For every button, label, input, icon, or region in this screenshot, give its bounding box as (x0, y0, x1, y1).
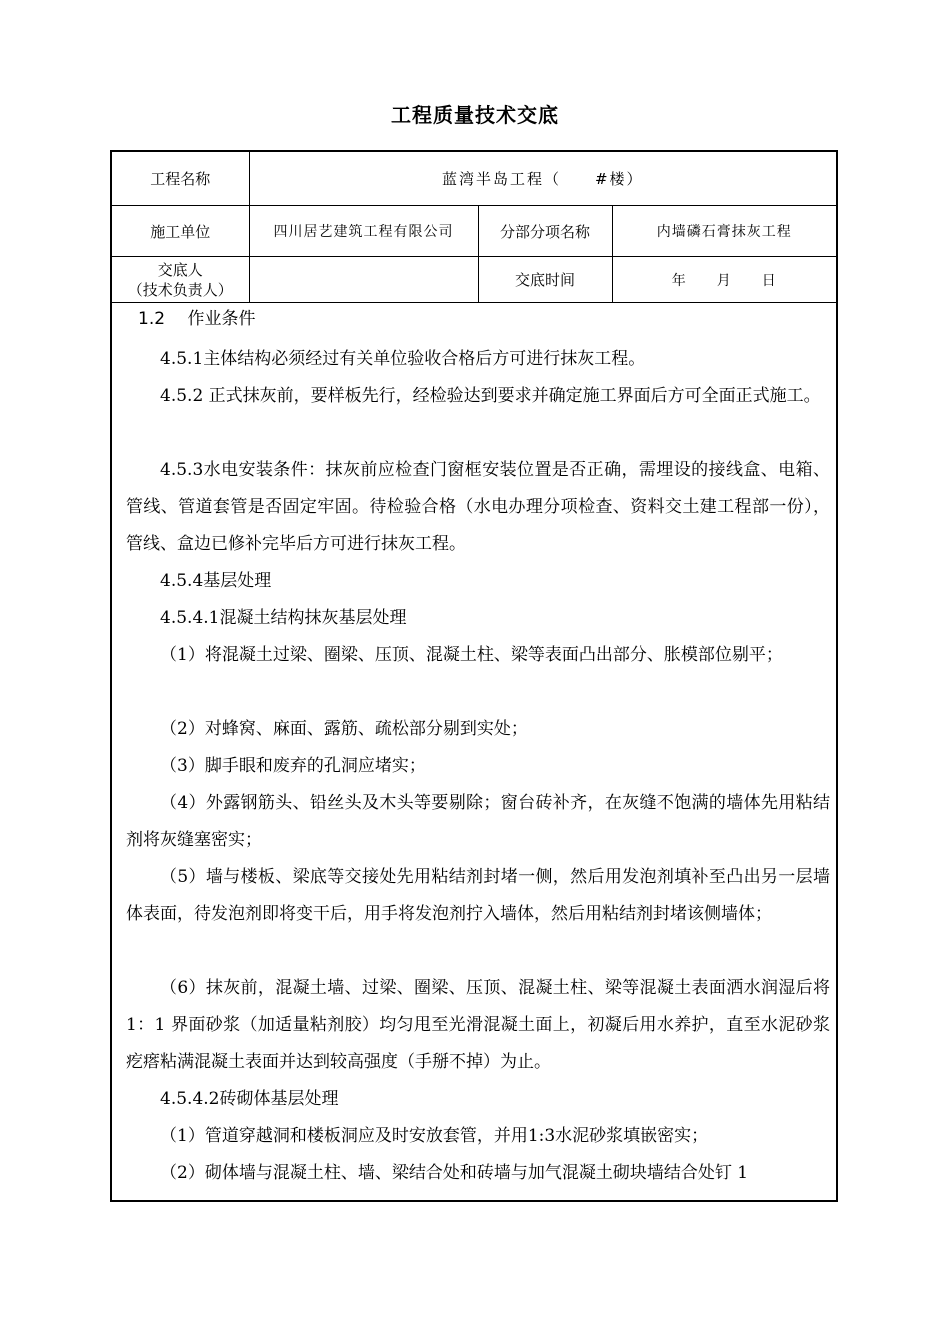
briefing-person-label-line1: 交底人 (157, 260, 203, 279)
subitem-name-value: 内墙磷石膏抹灰工程 (612, 206, 836, 257)
briefing-person-label (112, 257, 249, 303)
paragraph: （1）管道穿越洞和楼板洞应及时安放套管，并用1:3水泥砂浆填嵌密实； (160, 1126, 709, 1146)
paragraph: （5）墙与楼板、梁底等交接处先用粘结剂封堵一侧，然后用发泡剂填补至凸出另一层墙体表面，待发泡剂即将变干后，用手将发泡剂拧入墙体，然后用粘结剂封堵该侧墙体； (126, 867, 830, 924)
paragraph: （3）脚手眼和废弃的孔洞应堵实； (160, 756, 426, 776)
paragraph: 4.5.1主体结构必须经过有关单位验收合格后方可进行抹灰工程。 (160, 349, 646, 369)
section-title: 1.2 作业条件 (138, 309, 256, 329)
document-title: 工程质量技术交底 (391, 103, 559, 127)
project-name-label: 工程名称 (112, 152, 249, 206)
paragraph: 4.5.4.1混凝土结构抹灰基层处理 (160, 608, 407, 628)
paragraph: 4.5.4基层处理 (160, 571, 272, 591)
briefing-person-label-line2: （技术负责人） (127, 280, 233, 299)
project-name-value: 蓝湾半岛工程（ #楼） (249, 152, 836, 206)
briefing-time-label: 交底时间 (478, 257, 612, 303)
header-row-person (112, 257, 836, 303)
header-row-project (112, 152, 836, 206)
construction-unit-label: 施工单位 (112, 206, 249, 257)
paragraph: 4.5.4.2砖砌体基层处理 (160, 1089, 339, 1109)
paragraph: （4）外露钢筋头、铅丝头及木头等要剔除；窗台砖补齐，在灰缝不饱满的墙体先用粘结剂将灰缝塞密实； (126, 793, 830, 850)
construction-unit-value: 四川居艺建筑工程有限公司 (249, 206, 478, 257)
briefing-person-value (249, 257, 478, 303)
paragraph: （2）砌体墙与混凝土柱、墙、梁结合处和砖墙与加气混凝土砌块墙结合处钉 1 (160, 1163, 749, 1183)
briefing-time-value: 年 月 日 (612, 257, 836, 303)
paragraph: （6）抹灰前，混凝土墙、过梁、圈梁、压顶、混凝土柱、梁等混凝土表面洒水润湿后将 1：1 界面砂浆（加适量粘剂胶）均匀甩至光滑混凝土面上，初凝后用水养护，直至水泥砂浆疙瘩粘满混凝土表面并达到较高强度（手掰不掉）为止。 (126, 978, 830, 1072)
paragraph: （1）将混凝土过梁、圈梁、压顶、混凝土柱、梁等表面凸出部分、胀模部位剔平； (160, 645, 783, 665)
paragraph: 4.5.2 正式抹灰前，要样板先行，经检验达到要求并确定施工界面后方可全面正式施工。 (160, 386, 821, 406)
paragraph: （2）对蜂窝、麻面、露筋、疏松部分剔到实处； (160, 719, 528, 739)
header-row-unit (112, 206, 836, 257)
header-table (112, 152, 836, 303)
subitem-name-label: 分部分项名称 (478, 206, 612, 257)
form-frame (110, 150, 838, 1202)
paragraph: 4.5.3水电安装条件：抹灰前应检查门窗框安装位置是否正确，需埋设的接线盒、电箱、管线、管道套管是否固定牢固。待检验合格（水电办理分项检查、资料交土建工程部一份），管线、盒边已修补完毕后方可进行抹灰工程。 (126, 460, 830, 554)
